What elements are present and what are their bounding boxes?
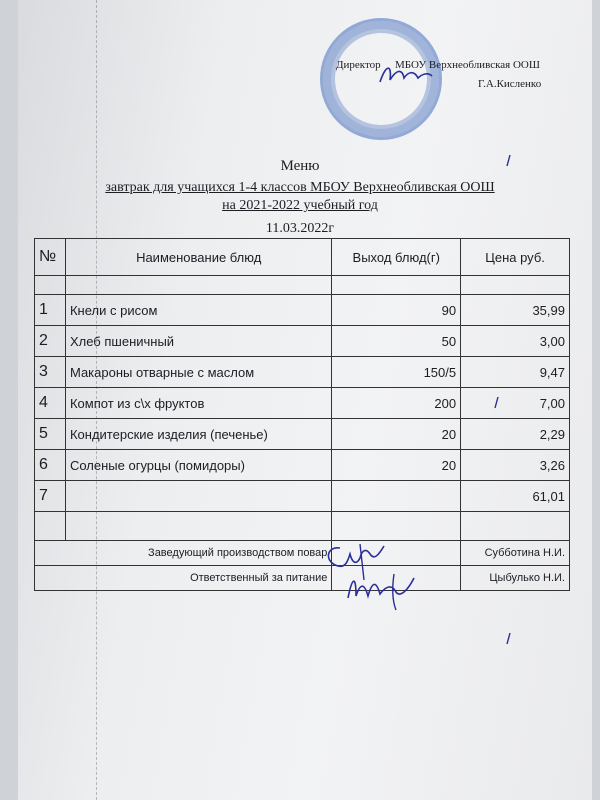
header-yield: Выход блюд(г) bbox=[332, 239, 461, 276]
empty-row bbox=[35, 512, 570, 541]
row-number: 1 bbox=[35, 295, 66, 326]
nutrition-signature bbox=[342, 568, 420, 612]
total-row bbox=[35, 481, 570, 512]
row-number: 6 bbox=[35, 450, 66, 481]
dish-yield: 150/5 bbox=[332, 357, 461, 388]
cook-signature-row bbox=[35, 541, 570, 566]
dish-price: 35,99 bbox=[461, 295, 570, 326]
row-number: 4 bbox=[35, 388, 66, 419]
dish-yield: 200 bbox=[332, 388, 461, 419]
total-price: 61,01 bbox=[461, 481, 570, 512]
nutrition-title: Ответственный за питание bbox=[35, 566, 332, 591]
total-empty-cell bbox=[65, 481, 331, 512]
row-number: 3 bbox=[35, 357, 66, 388]
header-dish-name: Наименование блюд bbox=[65, 239, 331, 276]
dish-name: Соленые огурцы (помидоры) bbox=[65, 450, 331, 481]
table-row bbox=[35, 357, 570, 388]
dish-yield: 20 bbox=[332, 419, 461, 450]
table-row bbox=[35, 419, 570, 450]
menu-subtitle-line1: завтрак для учащихся 1-4 классов МБОУ Верхнеобливская ООШ bbox=[105, 180, 495, 195]
dish-name: Компот из с\х фруктов bbox=[65, 388, 331, 419]
director-name: Г.А.Кисленко bbox=[478, 78, 542, 90]
dish-yield: 20 bbox=[332, 450, 461, 481]
cook-title: Заведующий производством повар bbox=[35, 541, 332, 566]
dish-name: Макароны отварные с маслом bbox=[65, 357, 331, 388]
menu-title: Меню bbox=[280, 158, 320, 174]
director-label: Директор bbox=[336, 59, 381, 71]
table-row bbox=[35, 326, 570, 357]
cook-name: Субботина Н.И. bbox=[461, 541, 570, 566]
row-number: 5 bbox=[35, 419, 66, 450]
dish-name: Кондитерские изделия (печенье) bbox=[65, 419, 331, 450]
header-number: № bbox=[35, 239, 66, 276]
dish-price: 2,29 bbox=[461, 419, 570, 450]
dish-yield: 90 bbox=[332, 295, 461, 326]
menu-date: 11.03.2022г bbox=[265, 221, 335, 236]
dish-price: 7,00 bbox=[461, 388, 570, 419]
dish-name: Кнели с рисом bbox=[65, 295, 331, 326]
school-name: МБОУ Верхнеобливская ООШ bbox=[395, 59, 540, 71]
menu-table bbox=[34, 238, 570, 591]
pen-tick-mark bbox=[504, 632, 514, 646]
table-header-row bbox=[35, 239, 570, 276]
table-row bbox=[35, 295, 570, 326]
header-price: Цена руб. bbox=[461, 239, 570, 276]
dish-price: 9,47 bbox=[461, 357, 570, 388]
spacer-row bbox=[35, 276, 570, 295]
pen-tick-mark bbox=[492, 396, 502, 410]
dish-name: Хлеб пшеничный bbox=[65, 326, 331, 357]
director-signature bbox=[376, 60, 436, 90]
nutrition-name: Цыбулько Н.И. bbox=[461, 566, 570, 591]
nutrition-signature-row bbox=[35, 566, 570, 591]
dish-yield: 50 bbox=[332, 326, 461, 357]
row-number: 2 bbox=[35, 326, 66, 357]
dish-price: 3,26 bbox=[461, 450, 570, 481]
menu-subtitle-line2: на 2021-2022 учебный год bbox=[222, 198, 378, 213]
total-empty-cell bbox=[332, 481, 461, 512]
row-number: 7 bbox=[35, 481, 66, 512]
table-row bbox=[35, 450, 570, 481]
dish-price: 3,00 bbox=[461, 326, 570, 357]
table-row bbox=[35, 388, 570, 419]
pen-tick-mark bbox=[504, 154, 514, 168]
